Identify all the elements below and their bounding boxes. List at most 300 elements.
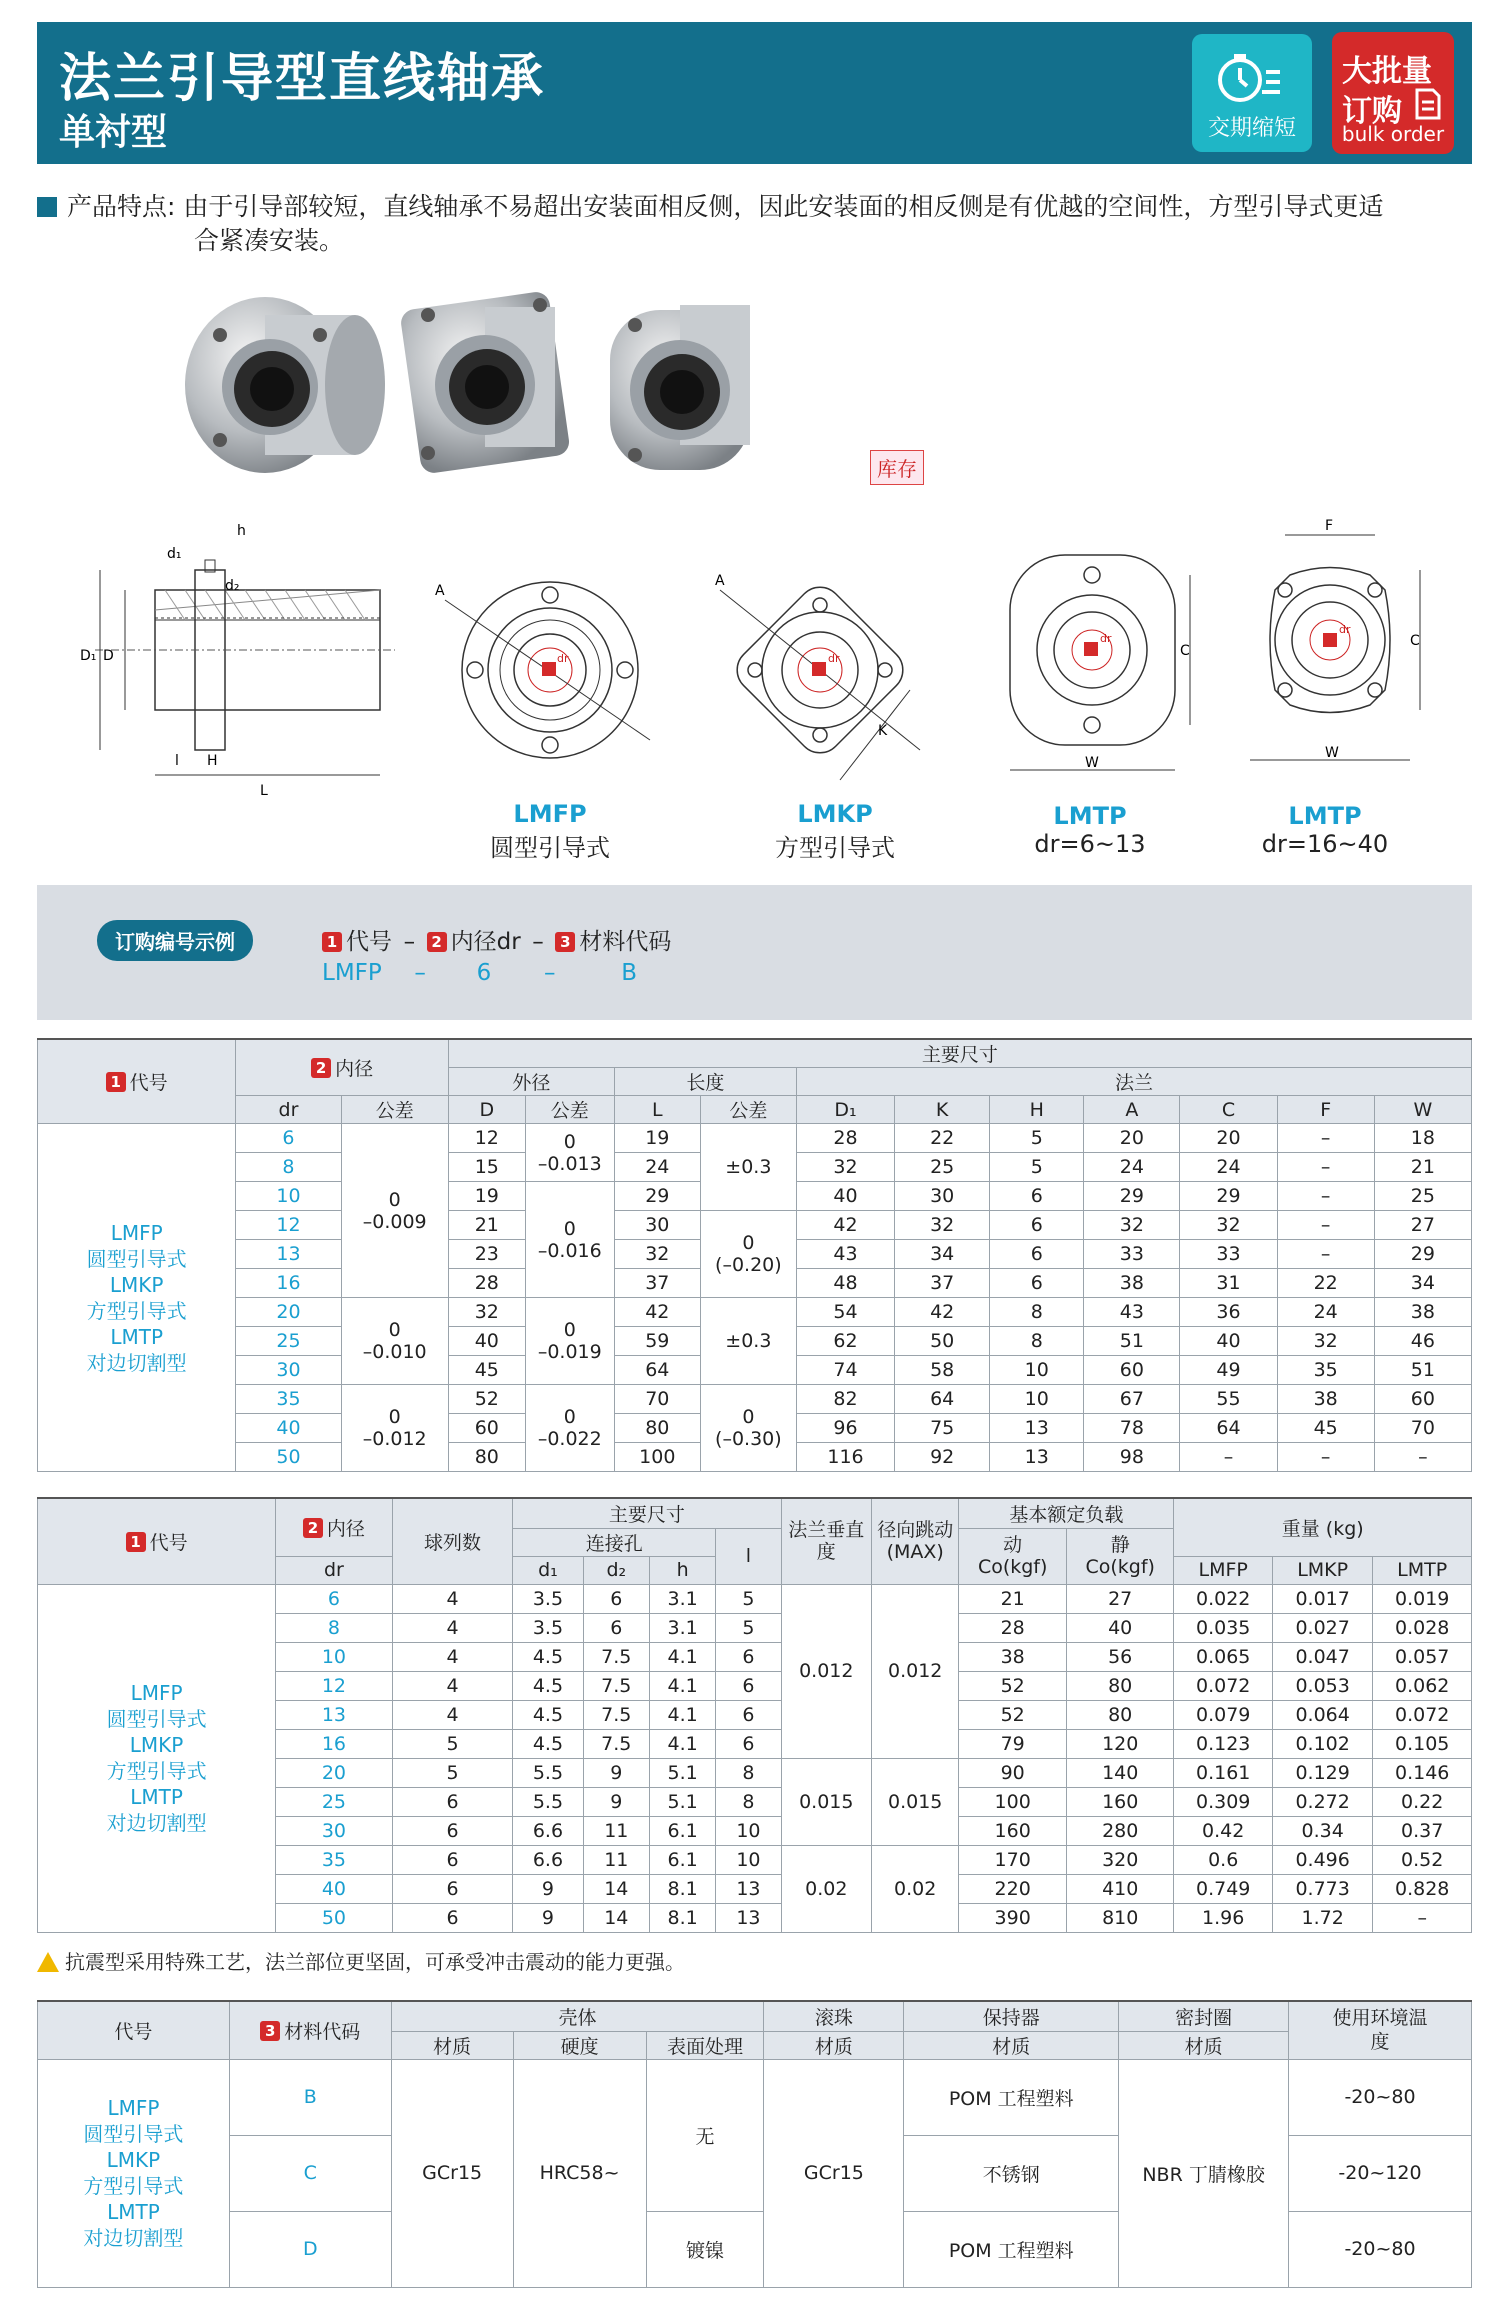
t2-cell: 5 xyxy=(392,1729,513,1758)
t1-col-11: F xyxy=(1277,1096,1374,1124)
t1-L: 42 xyxy=(614,1298,700,1327)
t1-tol-L-3: ±0.3 xyxy=(700,1298,796,1385)
t2-col-d2: d₂ xyxy=(583,1556,649,1584)
t3-surf-none: 无 xyxy=(646,2059,764,2211)
t2-cell: 3.5 xyxy=(513,1613,583,1642)
t1-cell: 40 xyxy=(796,1182,894,1211)
t1-D: 32 xyxy=(448,1298,525,1327)
t2-cell: 0.749 xyxy=(1174,1874,1272,1903)
t2-cell: 0.6 xyxy=(1174,1845,1272,1874)
drawing-label-W-small: W xyxy=(1085,755,1099,771)
features-line2: 合紧凑安装。 xyxy=(194,226,345,255)
t1-cell: 96 xyxy=(796,1414,894,1443)
t1-cell: 5 xyxy=(990,1124,1084,1153)
t1-D: 45 xyxy=(448,1356,525,1385)
t3-ball-header: 滚珠 xyxy=(764,2001,904,2031)
t1-D: 23 xyxy=(448,1240,525,1269)
t2-weight-header: 重量 (kg) xyxy=(1174,1498,1472,1556)
t1-L: 32 xyxy=(614,1240,700,1269)
t2-cell: 10 xyxy=(716,1845,781,1874)
t1-cell: 42 xyxy=(895,1298,990,1327)
t3-code-header: 代号 xyxy=(38,2001,230,2059)
model-line: 方型引导式 xyxy=(86,1298,187,1323)
t2-cell: 410 xyxy=(1066,1874,1174,1903)
t1-cell: 10 xyxy=(990,1385,1084,1414)
t2-cell: 0.37 xyxy=(1373,1816,1472,1845)
caption-lmtp-small-desc: dr=6~13 xyxy=(1034,830,1146,858)
t1-cell: 10 xyxy=(990,1356,1084,1385)
t1-dr: 8 xyxy=(236,1153,341,1182)
t1-cell: 48 xyxy=(796,1269,894,1298)
drawing-label-A-round: A xyxy=(435,583,445,599)
t2-cell: 4.5 xyxy=(513,1729,583,1758)
t2-cell: 0.146 xyxy=(1373,1758,1472,1787)
t1-dr: 35 xyxy=(236,1385,341,1414)
t2-cell: 56 xyxy=(1066,1642,1174,1671)
order-h2: 内径dr xyxy=(450,929,521,955)
t2-cell: 80 xyxy=(1066,1700,1174,1729)
t1-col-6: D₁ xyxy=(796,1096,894,1124)
t2-cell: 0.035 xyxy=(1174,1613,1272,1642)
dimension-table xyxy=(37,1038,1472,1472)
t1-L: 100 xyxy=(614,1443,700,1472)
t1-cell: 13 xyxy=(990,1414,1084,1443)
t3-temp-C: -20~120 xyxy=(1289,2135,1472,2211)
t2-dyn-header: 动 Co(kgf) xyxy=(959,1528,1067,1584)
t2-cell: 5.1 xyxy=(649,1758,715,1787)
t1-L: 29 xyxy=(614,1182,700,1211)
short-delivery-badge xyxy=(1192,34,1312,152)
t2-cell: 320 xyxy=(1066,1845,1174,1874)
t1-cell: 51 xyxy=(1374,1356,1471,1385)
caption-lmfp xyxy=(440,800,660,863)
t2-dr: 10 xyxy=(276,1642,393,1671)
t2-cell: 0.053 xyxy=(1272,1671,1372,1700)
t2-cell: 4.5 xyxy=(513,1642,583,1671)
t2-cell: 21 xyxy=(959,1584,1067,1613)
t2-cell: 0.272 xyxy=(1272,1787,1372,1816)
t3-ret-B: POM 工程塑料 xyxy=(904,2059,1119,2135)
t1-cell: 32 xyxy=(1180,1211,1277,1240)
t1-cell: 54 xyxy=(796,1298,894,1327)
material-table xyxy=(37,2000,1472,2288)
caption-lmfp-code: LMFP xyxy=(513,800,587,828)
t1-D: 21 xyxy=(448,1211,525,1240)
caption-lmtp-large-desc: dr=16~40 xyxy=(1261,830,1389,858)
drawing-label-C-large: C xyxy=(1410,633,1420,649)
t2-dr: 50 xyxy=(276,1903,393,1932)
photo-lmkp xyxy=(399,290,571,474)
t2-cell: 9 xyxy=(513,1874,583,1903)
t1-tol-D-1-b: –0.016 xyxy=(537,1239,602,1262)
t2-cell: 0.065 xyxy=(1174,1642,1272,1671)
t1-tol-L-1-a: 0 xyxy=(742,1232,755,1254)
t1-cell: 34 xyxy=(1374,1269,1471,1298)
t3-shell-mat: GCr15 xyxy=(391,2059,513,2287)
t3-shell-hard-header: 硬度 xyxy=(513,2031,646,2059)
t1-D: 28 xyxy=(448,1269,525,1298)
t1-L: 19 xyxy=(614,1124,700,1153)
t2-cell: 13 xyxy=(716,1903,781,1932)
t2-cell: 3.1 xyxy=(649,1584,715,1613)
t2-cell: 7.5 xyxy=(583,1671,649,1700)
t1-main-header: 主要尺寸 xyxy=(448,1039,1471,1068)
t2-cell: 280 xyxy=(1066,1816,1174,1845)
t2-cell: 8 xyxy=(716,1787,781,1816)
t2-cell: 9 xyxy=(583,1787,649,1816)
t2-cell: 38 xyxy=(959,1642,1067,1671)
t1-cell: 6 xyxy=(990,1240,1084,1269)
lmfp-front-drawing xyxy=(435,570,665,790)
t1-tol-L-4-b: (–0.30) xyxy=(715,1428,782,1450)
drawing-label-dr-square: dr xyxy=(828,652,840,665)
t1-cell: 40 xyxy=(1180,1327,1277,1356)
caption-lmfp-desc: 圆型引导式 xyxy=(490,834,610,862)
t1-cell: 30 xyxy=(895,1182,990,1211)
t2-runout-header: 径向跳动 (MAX) xyxy=(872,1498,959,1584)
t2-cell: 0.017 xyxy=(1272,1584,1372,1613)
t2-cell: 160 xyxy=(1066,1787,1174,1816)
photo-lmtp xyxy=(610,305,750,470)
t2-cell: 52 xyxy=(959,1700,1067,1729)
t2-cell: 7.5 xyxy=(583,1700,649,1729)
t2-cell: 14 xyxy=(583,1903,649,1932)
t1-dr: 25 xyxy=(236,1327,341,1356)
t2-cell: 0.42 xyxy=(1174,1816,1272,1845)
t1-tol-D-1 xyxy=(525,1182,614,1298)
caption-lmkp-desc: 方型引导式 xyxy=(775,834,895,862)
t1-cell: 46 xyxy=(1374,1327,1471,1356)
t2-cell: 140 xyxy=(1066,1758,1174,1787)
t1-tol-dr-0-b: –0.009 xyxy=(362,1210,427,1233)
t1-D: 40 xyxy=(448,1327,525,1356)
t2-cell: 0.047 xyxy=(1272,1642,1372,1671)
t1-cell: 29 xyxy=(1374,1240,1471,1269)
t1-cell: – xyxy=(1277,1182,1374,1211)
t2-runout-2: 0.02 xyxy=(872,1845,959,1932)
t2-cell: 0.062 xyxy=(1373,1671,1472,1700)
t1-cell: 50 xyxy=(895,1327,990,1356)
t1-cell: 6 xyxy=(990,1211,1084,1240)
t2-cell: 40 xyxy=(1066,1613,1174,1642)
t2-cell: 5 xyxy=(716,1584,781,1613)
t1-cell: 32 xyxy=(1084,1211,1180,1240)
t2-col-h: h xyxy=(649,1556,715,1584)
t2-l-header: l xyxy=(716,1528,781,1584)
t1-col-2: D xyxy=(448,1096,525,1124)
caption-lmtp-small-code: LMTP xyxy=(1053,802,1127,830)
t1-cell: 24 xyxy=(1084,1153,1180,1182)
t1-col-5: 公差 xyxy=(700,1096,796,1124)
drawing-label-L: L xyxy=(260,783,268,799)
t2-cell: 0.057 xyxy=(1373,1642,1472,1671)
t3-code-B: B xyxy=(229,2059,391,2135)
t1-cell: 5 xyxy=(990,1153,1084,1182)
t2-cell: 4 xyxy=(392,1642,513,1671)
shock-resistant-note: 抗震型采用特殊工艺，法兰部位更坚固，可承受冲击震动的能力更强。 xyxy=(37,1946,685,1975)
t1-cell: 8 xyxy=(990,1298,1084,1327)
order-v3: B xyxy=(621,960,638,986)
t3-shell-surf-header: 表面处理 xyxy=(646,2031,764,2059)
page-subtitle: 单衬型 xyxy=(59,112,168,153)
t3-shell-mat-header: 材质 xyxy=(391,2031,513,2059)
t2-cell: 3.1 xyxy=(649,1613,715,1642)
t1-cell: 78 xyxy=(1084,1414,1180,1443)
t1-dr: 50 xyxy=(236,1443,341,1472)
t1-tol-D-0-b: –0.013 xyxy=(537,1152,602,1175)
t1-D: 19 xyxy=(448,1182,525,1211)
t3-shell-header: 壳体 xyxy=(391,2001,764,2031)
t1-cell: 6 xyxy=(990,1182,1084,1211)
t3-code-C: C xyxy=(229,2135,391,2211)
t2-perp-2: 0.02 xyxy=(781,1845,871,1932)
t2-cell: 6 xyxy=(716,1642,781,1671)
t1-tol-L-1-b: (–0.20) xyxy=(715,1254,782,1276)
t1-cell: 29 xyxy=(1180,1182,1277,1211)
model-line: 圆型引导式 xyxy=(86,1246,187,1271)
features-label: 产品特点: xyxy=(67,192,176,221)
order-v1: LMFP xyxy=(322,960,382,986)
caption-lmtp-small xyxy=(980,802,1200,858)
t2-dr: 8 xyxy=(276,1613,393,1642)
t2-dr: 20 xyxy=(276,1758,393,1787)
t3-seal-header: 密封圈 xyxy=(1119,2001,1289,2031)
t2-cell: 6 xyxy=(392,1874,513,1903)
t2-cell: 0.773 xyxy=(1272,1874,1372,1903)
t2-cell: 6.1 xyxy=(649,1816,715,1845)
t1-tol-dr-2-a: 0 xyxy=(388,1406,401,1428)
t2-cell: 9 xyxy=(583,1758,649,1787)
lmtp-small-drawing xyxy=(1000,545,1200,795)
t1-cell: 116 xyxy=(796,1443,894,1472)
t2-code-header: 1 代号 xyxy=(38,1498,276,1584)
t1-cell: 24 xyxy=(1277,1298,1374,1327)
t2-inner-header: 2 内径 xyxy=(276,1498,393,1556)
model-line: 对边切割型 xyxy=(106,1811,207,1835)
t1-L: 80 xyxy=(614,1414,700,1443)
t1-cell: 43 xyxy=(796,1240,894,1269)
t1-tol-L-4 xyxy=(700,1385,796,1472)
t3-surf-ni: 镀镍 xyxy=(646,2211,764,2287)
t2-col-lmfp: LMFP xyxy=(1174,1556,1272,1584)
lmtp-large-drawing xyxy=(1235,515,1435,795)
t1-tol-D-3-a: 0 xyxy=(563,1406,576,1428)
t1-cell: 24 xyxy=(1180,1153,1277,1182)
model-line: LMFP xyxy=(110,1220,163,1245)
t2-cell: 100 xyxy=(959,1787,1067,1816)
drawing-label-F: F xyxy=(1325,518,1334,534)
t1-tol-L-4-a: 0 xyxy=(742,1406,755,1428)
short-delivery-text: 交期缩短 xyxy=(1207,116,1296,141)
model-line: LMFP xyxy=(130,1681,183,1705)
product-photos xyxy=(170,275,810,505)
t3-ball-mat-header: 材质 xyxy=(764,2031,904,2059)
t1-cell: 62 xyxy=(796,1327,894,1356)
t1-cell: 20 xyxy=(1084,1124,1180,1153)
t1-tol-L-0: ±0.3 xyxy=(700,1124,796,1211)
drawing-label-D1: D₁ xyxy=(80,648,97,664)
t1-cell: – xyxy=(1277,1443,1374,1472)
t1-col-1: 公差 xyxy=(341,1096,448,1124)
t1-flange-header: 法兰 xyxy=(796,1068,1471,1096)
t1-cell: 34 xyxy=(895,1240,990,1269)
t1-cell: 38 xyxy=(1277,1385,1374,1414)
t1-col-3: 公差 xyxy=(525,1096,614,1124)
t2-cell: 7.5 xyxy=(583,1642,649,1671)
t1-cell: 31 xyxy=(1180,1269,1277,1298)
model-line: LMTP xyxy=(110,1324,164,1349)
drawing-label-A-square: A xyxy=(715,573,725,589)
t2-cell: 6 xyxy=(583,1613,649,1642)
document-icon xyxy=(1414,88,1442,120)
order-example-pill: 订购编号示例 xyxy=(97,920,253,961)
t2-cell: 9 xyxy=(513,1903,583,1932)
t2-cell: 6 xyxy=(583,1584,649,1613)
t1-D: 52 xyxy=(448,1385,525,1414)
t2-cell: 0.102 xyxy=(1272,1729,1372,1758)
t2-load-header: 基本额定负载 xyxy=(959,1498,1174,1528)
t1-cell: 64 xyxy=(1180,1414,1277,1443)
bulk-order-badge xyxy=(1332,32,1454,154)
t1-cell: 29 xyxy=(1084,1182,1180,1211)
t2-cell: 52 xyxy=(959,1671,1067,1700)
t1-dr: 30 xyxy=(236,1356,341,1385)
t1-cell: 38 xyxy=(1084,1269,1180,1298)
t3-mat-header: 3 材料代码 xyxy=(229,2001,391,2059)
order-dash-2: – xyxy=(532,929,544,955)
t1-cell: 42 xyxy=(796,1211,894,1240)
t2-cell: 1.96 xyxy=(1174,1903,1272,1932)
t1-cell: – xyxy=(1277,1153,1374,1182)
t3-ret-mat-header: 材质 xyxy=(904,2031,1119,2059)
drawing-label-dr-large: dr xyxy=(1339,623,1351,636)
t1-cell: 36 xyxy=(1180,1298,1277,1327)
t1-tol-dr-2 xyxy=(341,1385,448,1472)
drawing-label-K: K xyxy=(878,723,888,739)
t2-cell: 6.1 xyxy=(649,1845,715,1874)
model-line: LMKP xyxy=(109,1272,164,1297)
t1-dr: 20 xyxy=(236,1298,341,1327)
t1-cell: 60 xyxy=(1084,1356,1180,1385)
t1-length-header: 长度 xyxy=(614,1068,796,1096)
t2-dr: 25 xyxy=(276,1787,393,1816)
t2-cell: 0.079 xyxy=(1174,1700,1272,1729)
t2-cell: 0.072 xyxy=(1373,1700,1472,1729)
t1-col-12: W xyxy=(1374,1096,1471,1124)
t1-col-7: K xyxy=(895,1096,990,1124)
drawing-label-W-large: W xyxy=(1325,745,1339,761)
t1-tol-D-2-b: –0.019 xyxy=(537,1341,602,1363)
order-h1: 代号 xyxy=(346,929,392,955)
t1-cell: 18 xyxy=(1374,1124,1471,1153)
t2-cell: 90 xyxy=(959,1758,1067,1787)
t1-tol-dr-1-a: 0 xyxy=(388,1319,401,1341)
t2-dr: 6 xyxy=(276,1584,393,1613)
bulk-order-line1: 大批量 xyxy=(1342,54,1432,89)
t1-cell: 33 xyxy=(1180,1240,1277,1269)
t1-cell: 51 xyxy=(1084,1327,1180,1356)
t1-dr: 13 xyxy=(236,1240,341,1269)
t3-temp-header: 使用环境温度 xyxy=(1289,2001,1472,2059)
t2-cell: 79 xyxy=(959,1729,1067,1758)
t3-models-cell: LMFP 圆型引导式 LMKP 方型引导式 LMTP 对边切割型 xyxy=(38,2059,230,2287)
drawing-label-D: D xyxy=(103,648,114,664)
t1-cell: 20 xyxy=(1180,1124,1277,1153)
caption-lmkp xyxy=(725,800,945,863)
drawing-label-d2: d₂ xyxy=(225,578,240,594)
t2-perp-header: 法兰垂直度 xyxy=(781,1498,871,1584)
t2-cell: 6.6 xyxy=(513,1845,583,1874)
order-num-2: 2 xyxy=(427,932,447,952)
t2-cell: 4.1 xyxy=(649,1671,715,1700)
t1-cell: 75 xyxy=(895,1414,990,1443)
t2-cell: 0.34 xyxy=(1272,1816,1372,1845)
t1-cell: 55 xyxy=(1180,1385,1277,1414)
t1-col-10: C xyxy=(1180,1096,1277,1124)
t1-tol-dr-0-a: 0 xyxy=(388,1188,401,1211)
t2-cell: 6 xyxy=(392,1816,513,1845)
t1-cell: 49 xyxy=(1180,1356,1277,1385)
t2-sta-header: 静 Co(kgf) xyxy=(1066,1528,1174,1584)
drawing-label-d1: d₁ xyxy=(167,546,182,562)
drawing-label-dr-round: dr xyxy=(557,652,569,665)
t2-cell: 6.6 xyxy=(513,1816,583,1845)
t2-cell: 810 xyxy=(1066,1903,1174,1932)
t2-cell: 4.5 xyxy=(513,1671,583,1700)
t2-cell: 27 xyxy=(1066,1584,1174,1613)
t2-cell: 10 xyxy=(716,1816,781,1845)
side-section-drawing xyxy=(75,510,395,810)
t1-tol-D-0-a: 0 xyxy=(563,1130,576,1153)
t1-dr: 10 xyxy=(236,1182,341,1211)
t2-cell: 4 xyxy=(392,1613,513,1642)
t2-cell: 6 xyxy=(392,1845,513,1874)
t2-cell: 6 xyxy=(392,1903,513,1932)
t2-conn-header: 连接孔 xyxy=(513,1528,716,1556)
t2-cell: 160 xyxy=(959,1816,1067,1845)
t2-balls-header: 球列数 xyxy=(392,1498,513,1584)
t1-tol-D-2 xyxy=(525,1298,614,1385)
t1-L: 64 xyxy=(614,1356,700,1385)
t1-D: 15 xyxy=(448,1153,525,1182)
stopwatch-icon xyxy=(1214,46,1284,108)
t2-cell: 0.022 xyxy=(1174,1584,1272,1613)
t2-dr: 13 xyxy=(276,1700,393,1729)
t2-dr: 12 xyxy=(276,1671,393,1700)
t1-outer-header: 外径 xyxy=(448,1068,614,1096)
t1-cell: 70 xyxy=(1374,1414,1471,1443)
drawing-label-dr-small: dr xyxy=(1100,632,1112,645)
t1-cell: – xyxy=(1277,1124,1374,1153)
t1-cell: 92 xyxy=(895,1443,990,1472)
t3-ball-mat: GCr15 xyxy=(764,2059,904,2287)
t3-seal: NBR 丁腈橡胶 xyxy=(1119,2059,1289,2287)
drawing-label-H: H xyxy=(207,753,218,769)
t2-cell: 6 xyxy=(392,1787,513,1816)
t1-col-0: dr xyxy=(236,1096,341,1124)
t2-cell: 0.129 xyxy=(1272,1758,1372,1787)
t1-tol-dr-0 xyxy=(341,1124,448,1298)
t2-cell: 6 xyxy=(716,1700,781,1729)
t2-cell: 0.028 xyxy=(1373,1613,1472,1642)
t2-cell: 4 xyxy=(392,1671,513,1700)
t2-cell: 0.019 xyxy=(1373,1584,1472,1613)
t3-temp-B: -20~80 xyxy=(1289,2059,1472,2135)
t2-cell: 0.105 xyxy=(1373,1729,1472,1758)
warning-icon xyxy=(37,1952,59,1972)
lmkp-front-drawing xyxy=(710,560,950,800)
t2-cell: 220 xyxy=(959,1874,1067,1903)
